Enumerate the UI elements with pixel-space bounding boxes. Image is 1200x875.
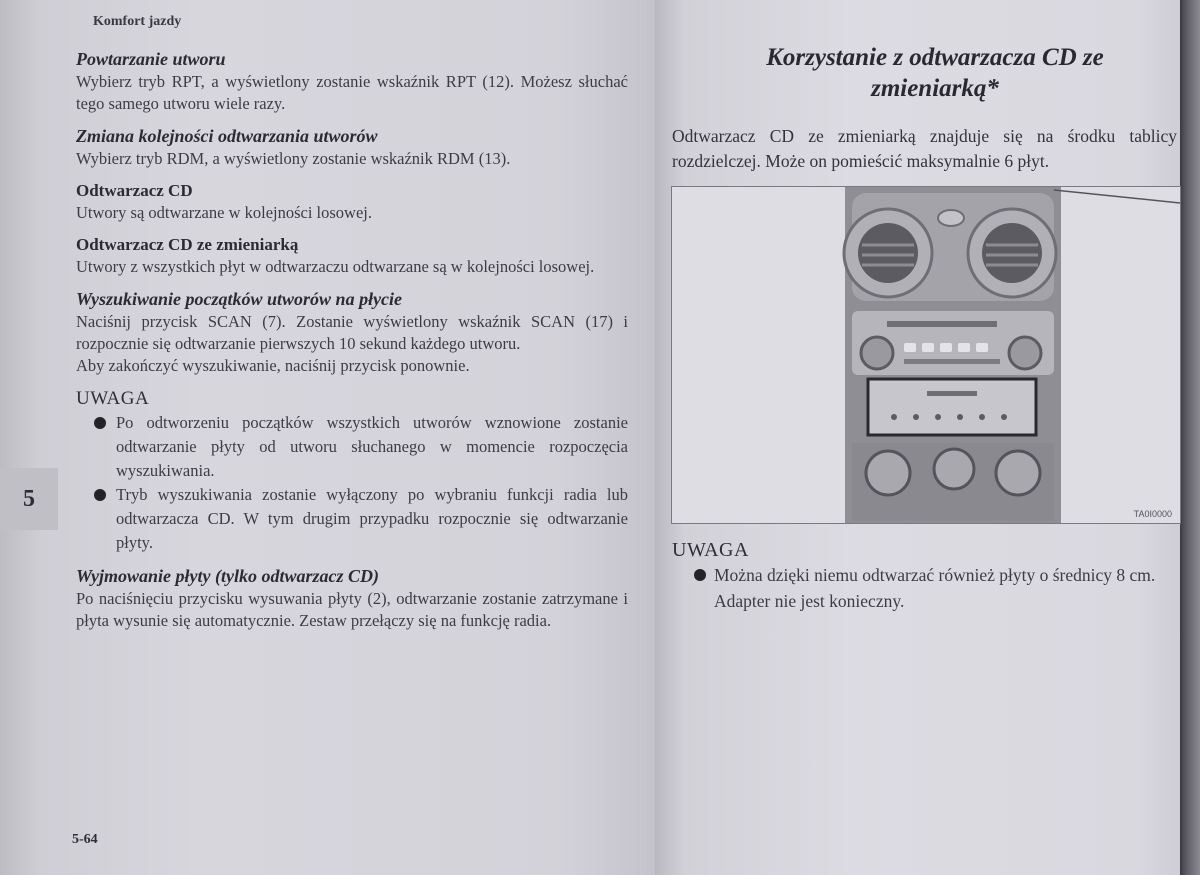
repeat-section xyxy=(76,48,628,115)
cd-changer-figure xyxy=(671,186,1181,524)
repeat-heading: Powtarzanie utworu xyxy=(76,49,226,69)
page-edge xyxy=(1180,0,1200,875)
eject-heading: Wyjmowanie płyty (tylko odtwarzacz CD) xyxy=(76,566,379,586)
intro-text: Odtwarzacz CD ze zmieniarką znajduje się na środku tablicy rozdzielczej. Może on pomieścić maksymalnie 6 płyt. xyxy=(672,126,1177,171)
changer-section xyxy=(76,234,628,278)
scan-text: Naciśnij przycisk SCAN (7). Zostanie wyświetlony wskaźnik SCAN (17) i rozpocznie się odtwarzanie pierwszych 10 sekund każdego utworu. xyxy=(76,312,628,353)
random-heading: Zmiana kolejności odtwarzania utworów xyxy=(76,126,378,146)
eject-text: Po naciśnięciu przycisku wysuwania płyty (2), odtwarzanie zostanie zatrzymane i płyta wysunie się automatycznie. Zestaw przełączy się na funkcję radia. xyxy=(76,589,628,630)
scan-section xyxy=(76,288,628,377)
hazard-button-icon xyxy=(938,210,964,226)
mode-knob-icon xyxy=(996,451,1040,495)
dashboard-illustration xyxy=(672,187,1180,523)
scan-end-text: Aby zakończyć wyszukiwanie, naciśnij przycisk ponownie. xyxy=(76,356,470,375)
cd-changer-unit xyxy=(868,379,1036,435)
tune-knob-icon xyxy=(1009,337,1041,369)
figure-code: TA0I0000 xyxy=(1133,509,1172,519)
right-note-section xyxy=(672,538,1180,614)
note-heading: UWAGA xyxy=(76,388,150,409)
chapter-tab: 5 xyxy=(0,468,58,530)
note-item-text: Po odtworzeniu początków wszystkich utworów wznowione zostanie odtwarzanie płyty od utworu słuchanego w momencie rozpoczęcia wyszukiwania. xyxy=(116,413,628,480)
right-note-heading: UWAGA xyxy=(672,539,749,561)
left-vent-grille xyxy=(858,223,918,283)
note-section xyxy=(76,387,628,555)
cd-heading: Odtwarzacz CD xyxy=(76,181,193,200)
section-title: Korzystanie z odtwarzacza CD ze zmieniarką* xyxy=(766,44,1104,102)
changer-heading: Odtwarzacz CD ze zmieniarką xyxy=(76,235,299,254)
random-section xyxy=(76,125,628,170)
bullet-icon xyxy=(694,569,706,581)
note-item-text: Tryb wyszukiwania zostanie wyłączony po wybraniu funkcji radia lub odtwarzacza CD. W tym drugim przypadku rozpocznie się odtwarzanie płyty. xyxy=(116,485,628,552)
note-item xyxy=(76,411,628,483)
left-column xyxy=(76,48,628,642)
repeat-text: Wybierz tryb RPT, a wyświetlony zostanie wskaźnik RPT (12). Możesz słuchać tego samego utworu wiele razy. xyxy=(76,72,628,113)
right-vent-grille xyxy=(982,223,1042,283)
random-text: Wybierz tryb RDM, a wyświetlony zostanie wskaźnik RDM (13). xyxy=(76,149,511,168)
note-list xyxy=(76,411,628,555)
scan-heading: Wyszukiwanie początków utworów na płycie xyxy=(76,289,403,309)
running-header: Komfort jazdy xyxy=(93,14,182,29)
eject-section xyxy=(76,565,628,632)
changer-slot xyxy=(927,391,977,396)
right-note-item xyxy=(672,562,1180,588)
fan-knob-icon xyxy=(934,449,974,489)
dashboard-line xyxy=(1054,190,1180,203)
volume-knob-icon xyxy=(861,337,893,369)
bullet-icon xyxy=(94,489,106,501)
cd-section xyxy=(76,180,628,224)
changer-text: Utwory z wszystkich płyt w odtwarzaczu odtwarzane są w kolejności losowej. xyxy=(76,257,595,276)
right-note-list xyxy=(672,562,1180,588)
page-number: 5-64 xyxy=(72,832,98,847)
note-item xyxy=(76,483,628,555)
cd-text: Utwory są odtwarzane w kolejności losowej. xyxy=(76,203,373,222)
temperature-knob-icon xyxy=(866,451,910,495)
right-note-extra: Adapter nie jest konieczny. xyxy=(714,591,905,611)
cd-slot xyxy=(887,321,997,327)
right-note-item-text: Można dzięki niemu odtwarzać również płyty o średnicy 8 cm. xyxy=(714,565,1156,585)
bullet-icon xyxy=(94,417,106,429)
